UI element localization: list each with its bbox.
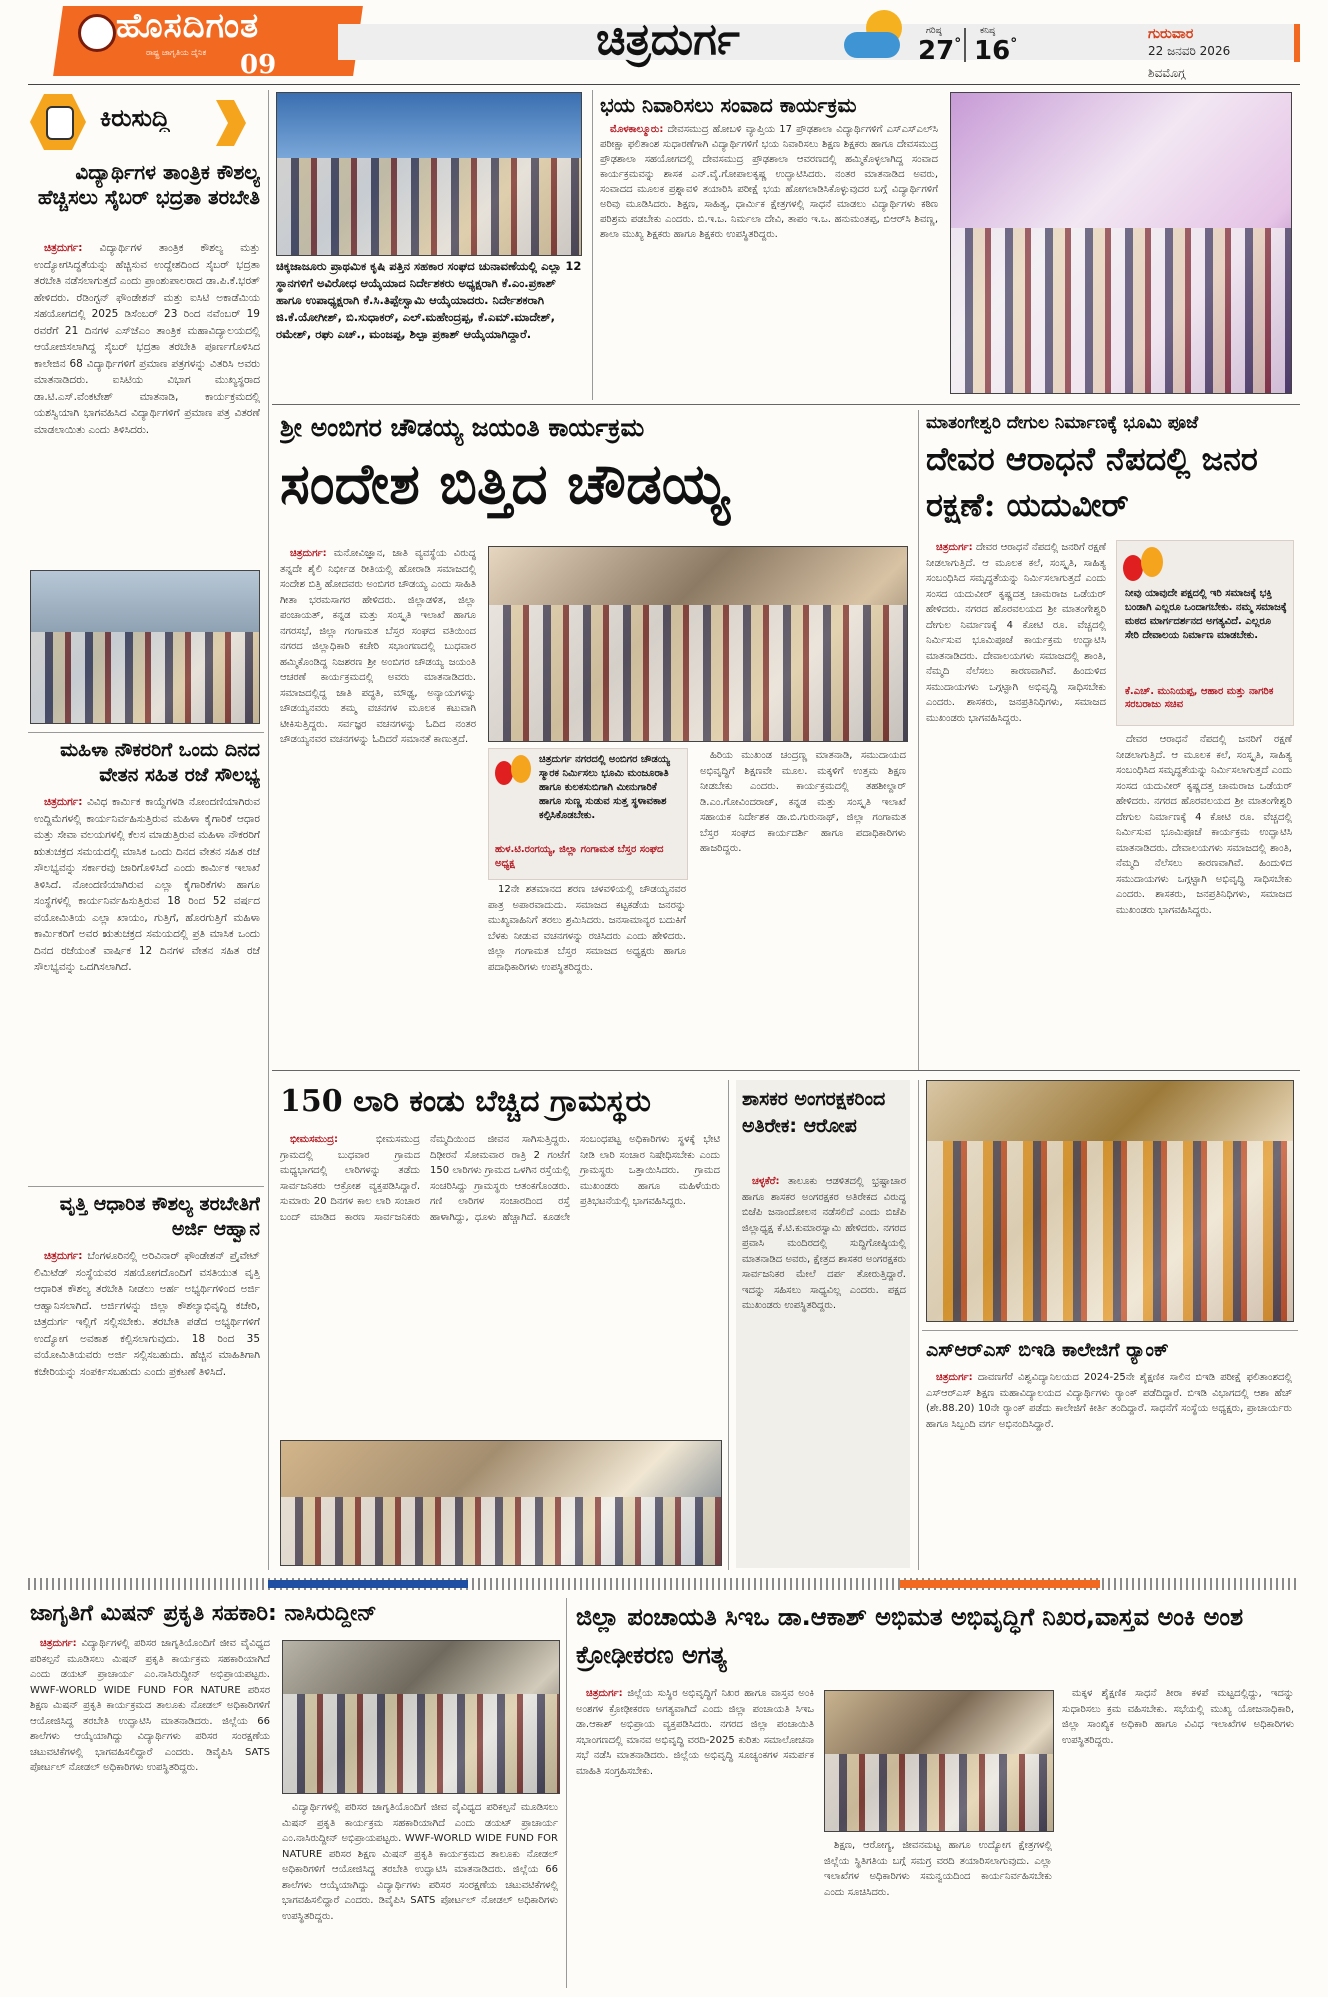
zp-body-mid: ಶಿಕ್ಷಣ, ಆರೋಗ್ಯ, ಜೀವನಮಟ್ಟ ಹಾಗೂ ಉದ್ಯೋಗ ಕ್ಷೇತ್ರಗಳಲ್ಲಿ ಜಿಲ್ಲೆಯ ಸ್ಥಿತಿಗತಿಯ ಬಗ್ಗೆ ಸಮಗ್ರ ವರದಿ ತಯಾರಿಸಲಾಗುವುದು. ಎಲ್ಲಾ ಇಲಾಖೆಗಳ ಅಧಿಕಾರಿಗಳು ಸಮನ್ವಯದಿಂದ ಕಾರ್ಯನಿರ್ವಹಿಸಬೇಕು ಎಂದು ಸೂಚಿಸಿದರು. bbox=[824, 1840, 1052, 1898]
devara-kicker: ಮಾತಂಗೇಶ್ವರಿ ದೇಗುಲ ನಿರ್ಮಾಣಕ್ಕೆ ಭೂಮಿ ಪೂಜೆ bbox=[926, 413, 1199, 433]
jagruti-body: ಚಿತ್ರದುರ್ಗ: ವಿದ್ಯಾರ್ಥಿಗಳಲ್ಲಿ ಪರಿಸರ ಜಾಗೃತಿಯೊಂದಿಗೆ ಜೀವ ವೈವಿಧ್ಯದ ಪರಿಕಲ್ಪನೆ ಮೂಡಿಸಲು ಮಿಷನ್ ಪ್ರಕೃತಿ ಕಾರ್ಯಕ್ರಮ ಸಹಕಾರಿಯಾಗಿದೆ ಎಂದು ಡಯಟ್ ಪ್ರಾಚಾರ್ಯ ಎಂ.ನಾಸಿರುದ್ದೀನ್ ಅಭಿಪ್ರಾಯಪಟ್ಟರು. WWF-WORLD WIDE FUND FOR NATURE ಪರಿಸರ ಶಿಕ್ಷಣ ಮಿಷನ್ ಪ್ರಕೃತಿ ಕಾರ್ಯಕ್ರಮದ ತಾಲೂಕು ನೋಡಲ್ ಅಧಿಕಾರಿಗಳಿಗೆ ಆಯೋಜಿಸಿದ್ದ ತರಬೇತಿ ಉದ್ಘಾಟಿಸಿ ಮಾತನಾಡಿದರು. ಜಿಲ್ಲೆಯ 66 ಶಾಲೆಗಳು ಆಯ್ಕೆಯಾಗಿದ್ದು ವಿದ್ಯಾರ್ಥಿಗಳು ಪರಿಸರ ಸಂರಕ್ಷಣೆಯ ಚಟುವಟಿಕೆಗಳಲ್ಲಿ ಭಾಗವಹಿಸಲಿದ್ದಾರೆ ಎಂದರು. ಡಿವೈಪಿಸಿ SATS ಪೋರ್ಟಲ್‌ ನೋಡಲ್ ಅಧಿಕಾರಿಗಳು ಉಪಸ್ಥಿತರಿದ್ದರು. bbox=[30, 1638, 270, 1773]
ambiga-callout-text: ಚಿತ್ರದುರ್ಗ ನಗರದಲ್ಲಿ ಅಂಬಿಗರ ಚೌಡಯ್ಯ ಸ್ಮಾರಕ ನಿರ್ಮಿಸಲು ಭೂಮಿ ಮಂಜೂರಾತಿ ಹಾಗೂ ಕುಲಕಸುಬಿಗಾಗಿ ಮೀನುಗಾರಿಕೆ ಹಾಗೂ ಸುಣ್ಣ ಸುಡುವ ಸುತ್ತ ಸ್ಥಳಾವಕಾಶ ಕಲ್ಪಿಸಿಕೊಡಬೇಕು. bbox=[539, 754, 670, 821]
devara-quote-box bbox=[1116, 540, 1294, 726]
left-rule-2 bbox=[28, 1186, 264, 1187]
col-rule-1 bbox=[268, 90, 269, 1570]
masthead-rule bbox=[28, 84, 1300, 85]
weather-divider bbox=[964, 28, 966, 62]
weather-max-label: ಗರಿಷ್ಠ bbox=[926, 26, 942, 36]
devara-body: ಚಿತ್ರದುರ್ಗ: ದೇವರ ಆರಾಧನೆ ನೆಪದಲ್ಲಿ ಜನರಿಗೆ ರಕ್ಷಣೆ ನೀಡಲಾಗುತ್ತಿದೆ. ಆ ಮೂಲಕ ಕಲೆ, ಸಂಸ್ಕೃತಿ, ಸಾಹಿತ್ಯ ಸಂಬಂಧಿಸಿದ ಸಮೃದ್ಧತೆಯನ್ನು ನಿರ್ಮಿಸಲಾಗುತ್ತದೆ ಎಂದು ಸಂಸದ ಯದುವೀರ್ ಕೃಷ್ಣದತ್ತ ಚಾಮರಾಜ ಒಡೆಯರ್ ಹೇಳಿದರು. ನಗರದ ಹೊರವಲಯದ ಶ್ರೀ ಮಾತಂಗೇಶ್ವರಿ ದೇಗುಲ ನಿರ್ಮಾಣಕ್ಕೆ 4 ಕೋಟಿ ರೂ. ವೆಚ್ಚದಲ್ಲಿ ನಿರ್ಮಿಸುವ ಭೂಮಿಪೂಜೆ ಕಾರ್ಯಕ್ರಮ ಉದ್ಘಾಟಿಸಿ ಮಾತನಾಡಿದರು. ದೇವಾಲಯಗಳು ಸಮಾಜದಲ್ಲಿ ಶಾಂತಿ, ನೆಮ್ಮದಿ ನೆಲೆಸಲು ಕಾರಣವಾಗಿವೆ. ಹಿಂದುಳಿದ ಸಮುದಾಯಗಳು ಒಗ್ಗಟ್ಟಾಗಿ ಅಭಿವೃದ್ಧಿ ಸಾಧಿಸಬೇಕು ಎಂದರು. ಶಾಸಕರು, ಜನಪ್ರತಿನಿಧಿಗಳು, ಸಮಾಜದ ಮುಖಂಡರು ಭಾಗವಹಿಸಿದ್ದರು. bbox=[926, 542, 1106, 724]
rank-body: ಚಿತ್ರದುರ್ಗ: ದಾವಣಗೆರೆ ವಿಶ್ವವಿದ್ಯಾನಿಲಯದ 2024-25ನೇ ಶೈಕ್ಷಣಿಕ ಸಾಲಿನ ಬಿಇಡಿ ಪರೀಕ್ಷೆ ಫಲಿತಾಂಶದಲ್ಲಿ ಎಸ್‌ಆರ್‌ಎಸ್ ಶಿಕ್ಷಣ ಮಹಾವಿದ್ಯಾಲಯದ ವಿದ್ಯಾರ್ಥಿಗಳು ರ್‍ಯಾಂಕ್ ಪಡೆದಿದ್ದಾರೆ. ಬಿಇಡಿ ವಿಭಾಗದಲ್ಲಿ ಆಶಾ ಹೆಚ್ (ಶೇ.88.20) 10ನೇ ರ್‍ಯಾಂಕ್ ಪಡೆದು ಕಾಲೇಜಿಗೆ ಕೀರ್ತಿ ತಂದಿದ್ದಾರೆ. ಸಾಧನೆಗೆ ಸಂಸ್ಥೆಯ ಅಧ್ಯಕ್ಷರು, ಪ್ರಾಚಾರ್ಯರು ಹಾಗೂ ಸಿಬ್ಬಂದಿ ವರ್ಗ ಅಭಿನಂದಿಸಿದ್ದಾರೆ. bbox=[926, 1372, 1292, 1430]
masthead-tagline: ರಾಷ್ಟ್ರ ಜಾಗೃತಿಯ ದೈನಿಕ bbox=[146, 48, 207, 57]
date: 22 ಜನವರಿ 2026 bbox=[1148, 44, 1231, 58]
ambiga-callout-author: ಹುಳ.ಟಿ.ರಂಗಯ್ಯ, ಜಿಲ್ಲಾ ಗಂಗಾಮತ ಬೆಸ್ತರ ಸಂಘದ ಅಧ್ಯಕ್ಷ bbox=[495, 844, 664, 869]
bottom-divider-orange bbox=[900, 1580, 1100, 1588]
mahila-body: ಚಿತ್ರದುರ್ಗ: ವಿವಿಧ ಕಾರ್ಮಿಕ ಕಾಯ್ದೆಗಳಡಿ ನೋಂದಣಿಯಾಗಿರುವ ಉದ್ದಿಮೆಗಳಲ್ಲಿ ಕಾರ್ಯನಿರ್ವಹಿಸುತ್ತಿರುವ ಮಹಿಳಾ ಕೈಗಾರಿಕೆ ಆಧಾರ ಮತ್ತು ಸೇವಾ ವಲಯಗಳಲ್ಲಿ ಕೆಲಸ ಮಾಡುತ್ತಿರುವ ಮಹಿಳಾ ನೌಕರರಿಗೆ ಋತುಚಕ್ರದ ಸಮಯದಲ್ಲಿ ಮಾಸಿಕ ಒಂದು ದಿನದ ವೇತನ ಸಹಿತ ರಜೆ ಸೌಲಭ್ಯವನ್ನು ಸರ್ಕಾರವು ಜಾರಿಗೊಳಿಸಿದೆ ಎಂದು ಕಾರ್ಮಿಕ ಇಲಾಖೆ ತಿಳಿಸಿದೆ. ನೋಂದಣಿಯಾಗಿರುವ ಎಲ್ಲಾ ಕೈಗಾರಿಕೆಗಳು ಹಾಗೂ ಸಂಸ್ಥೆಗಳಲ್ಲಿ ಕಾರ್ಯನಿರ್ವಹಿಸುತ್ತಿರುವ 18 ರಿಂದ 52 ವರ್ಷದ ವಯೋಮಿತಿಯ ಎಲ್ಲಾ ಖಾಯಂ, ಗುತ್ತಿಗೆ, ಹೊರಗುತ್ತಿಗೆ ಮಹಿಳಾ ಕಾರ್ಮಿಕರಿಗೆ ಅವರ ಋತುಚಕ್ರದ ಸಮಯದಲ್ಲಿ ಪ್ರತಿ ಮಾಸಿಕ ಒಂದು ದಿನದ ರಜೆಯಂತೆ ವಾರ್ಷಿಕ 12 ದಿನಗಳ ವೇತನ ಸಹಿತ ರಜೆ ಸೌಲಭ್ಯವನ್ನು ಒದಗಿಸಲಾಗಿದೆ. bbox=[34, 796, 260, 973]
jagruti-headline: ಜಾಗೃತಿಗೆ ಮಿಷನ್ ಪ್ರಕೃತಿ ಸಹಕಾರಿ: ನಾಸಿರುದ್ದೀನ್ bbox=[30, 1601, 377, 1626]
masthead-logo-icon bbox=[78, 14, 116, 52]
devara-quote-text: ನೀವು ಯಾವುದೇ ಪಕ್ಷದಲ್ಲಿ ಇರಿ ಸಮಾಜಕ್ಕೆ ಭಕ್ತಿ ಬಂಡಾಗಿ ಎಲ್ಲರೂ ಒಂದಾಗಬೇಕು. ನಮ್ಮ ಸಮಾಜಕ್ಕೆ ಮಠದ ಮಾರ್ಗದರ್ಶನದ ಅಗತ್ಯವಿದೆ. ಎಲ್ಲರೂ ಸೇರಿ ದೇವಾಲಯ ನಿರ್ಮಾಣ ಮಾಡಬೇಕು. bbox=[1125, 588, 1287, 641]
ambiga-callout-box bbox=[488, 748, 688, 880]
kiru-body: ಚಿತ್ರದುರ್ಗ: ವಿದ್ಯಾರ್ಥಿಗಳ ತಾಂತ್ರಿಕ ಕೌಶಲ್ಯ ಮತ್ತು ಉದ್ಯೋಗಸಿದ್ಧತೆಯನ್ನು ಹೆಚ್ಚಿಸುವ ಉದ್ದೇಶದಿಂದ ಸೈಬರ್ ಭದ್ರತಾ ತರಬೇತಿ ನಡೆಸಲಾಗುತ್ತದೆ ಎಂದು ಪ್ರಾಂಶುಪಾಲರಾದ ಡಾ.ಪಿ.ಕೆ.ಭರತ್ ಹೇಳಿದರು. ರೆಡಿಂಗ್ಟನ್ ಫೌಂಡೇಶನ್ ಮತ್ತು ಐಸಿಟಿ ಅಕಾಡೆಮಿಯ ಸಹಯೋಗದಲ್ಲಿ 2025 ಡಿಸೆಂಬರ್ 23 ರಿಂದ ನವೆಂಬರ್ 19 ರವರೆಗೆ 21 ದಿನಗಳ ಎಸ್‌ಜೆಎಂ ತಾಂತ್ರಿಕ ಮಹಾವಿದ್ಯಾಲಯದಲ್ಲಿ ಆಯೋಜಿಸಲಾಗಿದ್ದ ಸೈಬರ್ ಭದ್ರತಾ ತರಬೇತಿ ಪೂರ್ಣಗೊಳಿಸಿದ ಕಾಲೇಜಿನ 68 ವಿದ್ಯಾರ್ಥಿಗಳಿಗೆ ಪ್ರಮಾಣ ಪತ್ರಗಳನ್ನು ವಿತರಿಸಿ ಅವರು ಮಾತನಾಡಿದರು. ಐಸಿಟಿಯ ವಿಭಾಗ ಮುಖ್ಯಸ್ಥರಾದ ಡಾ.ಟಿ.ಎಸ್.ವೆಂಕಟೇಶ್ ಮಾತನಾಡಿ, ಕಾರ್ಯಕ್ರಮದಲ್ಲಿ ಯಶಸ್ವಿಯಾಗಿ ಭಾಗವಹಿಸಿದ ವಿದ್ಯಾರ್ಥಿಗಳಿಗೆ ಪ್ರಮಾಣ ಪತ್ರ ವಿತರಣೆ ಮಾಡಲಾಯಿತು ಎಂದು ತಿಳಿಸಿದರು. bbox=[34, 242, 260, 436]
jagruti-body-2: ವಿದ್ಯಾರ್ಥಿಗಳಲ್ಲಿ ಪರಿಸರ ಜಾಗೃತಿಯೊಂದಿಗೆ ಜೀವ ವೈವಿಧ್ಯದ ಪರಿಕಲ್ಪನೆ ಮೂಡಿಸಲು ಮಿಷನ್ ಪ್ರಕೃತಿ ಕಾರ್ಯಕ್ರಮ ಸಹಕಾರಿಯಾಗಿದೆ ಎಂದು ಡಯಟ್ ಪ್ರಾಚಾರ್ಯ ಎಂ.ನಾಸಿರುದ್ದೀನ್ ಅಭಿಪ್ರಾಯಪಟ್ಟರು. WWF-WORLD WIDE FUND FOR NATURE ಪರಿಸರ ಶಿಕ್ಷಣ ಮಿಷನ್ ಪ್ರಕೃತಿ ಕಾರ್ಯಕ್ರಮದ ತಾಲೂಕು ನೋಡಲ್ ಅಧಿಕಾರಿಗಳಿಗೆ ಆಯೋಜಿಸಿದ್ದ ತರಬೇತಿ ಉದ್ಘಾಟಿಸಿ ಮಾತನಾಡಿದರು. ಜಿಲ್ಲೆಯ 66 ಶಾಲೆಗಳು ಆಯ್ಕೆಯಾಗಿದ್ದು ವಿದ್ಯಾರ್ಥಿಗಳು ಪರಿಸರ ಸಂರಕ್ಷಣೆಯ ಚಟುವಟಿಕೆಗಳಲ್ಲಿ ಭಾಗವಹಿಸಲಿದ್ದಾರೆ ಎಂದರು. ಡಿವೈಪಿಸಿ SATS ಪೋರ್ಟಲ್‌ ನೋಡಲ್ ಅಧಿಕಾರಿಗಳು ಉಪಸ್ಥಿತರಿದ್ದರು. bbox=[282, 1802, 558, 1922]
edition-name: ಚಿತ್ರದುರ್ಗ bbox=[596, 14, 740, 65]
weather-min-label: ಕನಿಷ್ಠ bbox=[980, 26, 996, 36]
devara-quote-author: ಕೆ.ಎಚ್. ಮುನಿಯಪ್ಪ, ಆಹಾರ ಮತ್ತು ನಾಗರಿಕ ಸರಬರಾಜು ಸಚಿವ bbox=[1125, 686, 1274, 710]
shasakara-headline: ಶಾಸಕರ ಅಂಗರಕ್ಷಕರಿಂದ ಅತಿರೇಕ: ಆರೋಪ bbox=[742, 1088, 886, 1137]
ambiga-photo bbox=[488, 546, 908, 742]
bottom-col-rule bbox=[566, 1598, 567, 1988]
masthead-paper-name: ಹೊಸದಿಗಂತ bbox=[116, 6, 260, 46]
sahakara-photo bbox=[276, 92, 582, 256]
zp-headline: ಜಿಲ್ಲಾ ಪಂಚಾಯತಿ ಸಿಇಒ ಡಾ.ಆಕಾಶ್ ಅಭಿಮತ ಅಭಿವೃದ್ಧಿಗೆ ನಿಖರ,ವಾಸ್ತವ ಅಂಕಿ ಅಂಶ ಕ್ರೋಢೀಕರಣ ಅಗತ್ಯ bbox=[576, 1603, 1244, 1669]
left-rule-1 bbox=[28, 732, 264, 733]
jagruti-photo bbox=[282, 1640, 560, 1794]
kiru-chevron-icon bbox=[216, 100, 246, 146]
location: ಶಿವಮೊಗ್ಗ bbox=[1148, 66, 1186, 80]
kiru-headline: ವಿದ್ಯಾರ್ಥಿಗಳ ತಾಂತ್ರಿಕ ಕೌಶಲ್ಯ ಹೆಚ್ಚಿಸಲು ಸೈಬರ್ ಭದ್ರತಾ ತರಬೇತಿ bbox=[37, 160, 260, 209]
lari-body: ಭೀಮಸಮುದ್ರ: ಭೀಮಸಮುದ್ರ ಗ್ರಾಮದಲ್ಲಿ ಬುಧವಾರ ಗ್ರಾಮದ ಮಧ್ಯಭಾಗದಲ್ಲಿ ಲಾರಿಗಳನ್ನು ತಡೆದು ಸಾರ್ವಜನಿಕರು ಆಕ್ರೋಶ ವ್ಯಕ್ತಪಡಿಸಿದ್ದಾರೆ. ಸುಮಾರು 20 ದಿನಗಳ ಕಾಲ ಲಾರಿ ಸಂಚಾರ ಬಂದ್ ಮಾಡಿದ ಕಾರಣ ಸಾರ್ವಜನಿಕರು ನೆಮ್ಮದಿಯಿಂದ ಜೀವನ ಸಾಗಿಸುತ್ತಿದ್ದರು. ದಿಢೀರನೆ ಸೋಮವಾರ ರಾತ್ರಿ 2 ಗಂಟೆಗೆ 150 ಲಾರಿಗಳು ಗ್ರಾಮದ ಒಳಗಿನ ರಸ್ತೆಯಲ್ಲಿ ಸಂಚರಿಸಿದ್ದು ಗ್ರಾಮಸ್ಥರು ಆತಂಕಗೊಂಡರು. ಗಣಿ ಲಾರಿಗಳ ಸಂಚಾರದಿಂದ ರಸ್ತೆ ಹಾಳಾಗಿದ್ದು, ಧೂಳು ಹೆಚ್ಚಾಗಿದೆ. ಕೂಡಲೇ ಸಂಬಂಧಪಟ್ಟ ಅಧಿಕಾರಿಗಳು ಸ್ಥಳಕ್ಕೆ ಭೇಟಿ ನೀಡಿ ಲಾರಿ ಸಂಚಾರ ನಿಷೇಧಿಸಬೇಕು ಎಂದು ಗ್ರಾಮಸ್ಥರು ಒತ್ತಾಯಿಸಿದರು. ಗ್ರಾಮದ ಮುಖಂಡರು ಹಾಗೂ ಮಹಿಳೆಯರು ಪ್ರತಿಭಟನೆಯಲ್ಲಿ ಭಾಗವಹಿಸಿದ್ದರು. bbox=[280, 1134, 720, 1223]
rank-rule bbox=[922, 1330, 1298, 1331]
bhaya-body: ಮೊಳಕಾಲ್ಮೂರು: ದೇವಸಮುದ್ರ ಹೋಬಳಿ ವ್ಯಾಪ್ತಿಯ 17 ಪ್ರೌಢಶಾಲಾ ವಿದ್ಯಾರ್ಥಿಗಳಿಗೆ ಎಸ್‌ಎಸ್‌ಎಲ್‌ಸಿ ಪರೀಕ್ಷಾ ಫಲಿತಾಂಶ ಸುಧಾರಣೆಗಾಗಿ ವಿದ್ಯಾರ್ಥಿಗಳಿಗೆ ಭಯ ನಿವಾರಿಸಲು ಶಿಕ್ಷಣ ಶಿಕ್ಷಕರು ಹಾಗೂ ದೇವಸಮುದ್ರ ಪ್ರೌಢಶಾಲಾ ಸಹಯೋಗದಲ್ಲಿ ದೇವಸಮುದ್ರ ಪ್ರೌಢಶಾಲಾ ಆವರಣದಲ್ಲಿ ಹಮ್ಮಿಕೊಳ್ಳಲಾಗಿದ್ದ ಸಂವಾದ ಕಾರ್ಯಕ್ರಮವನ್ನು ಶಾಸಕ ಎನ್.ವೈ.ಗೋಪಾಲಕೃಷ್ಣ ಉದ್ಘಾಟಿಸಿದರು. ನಂತರ ಮಾತನಾಡಿದ ಅವರು, ಸಂವಾದದ ಮೂಲಕ ಪ್ರಶ್ನಾವಳಿ ತಯಾರಿಸಿ ಪರೀಕ್ಷೆ ಭಯ ಹೋಗಲಾಡಿಸಿಕೊಳ್ಳುವುದರ ಬಗ್ಗೆ ವಿದ್ಯಾರ್ಥಿಗಳಿಗೆ ಅರಿವು ಮೂಡಿಸಿದರು. ಶಿಕ್ಷಣ, ಸಾಹಿತ್ಯ, ಧಾರ್ಮಿಕ ಕ್ಷೇತ್ರಗಳಲ್ಲಿ ಸಾಧನೆ ಮಾಡಲು ವಿದ್ಯಾರ್ಥಿಗಳು ಕಠಿಣ ಪರಿಶ್ರಮ ಪಡಬೇಕು ಎಂದರು. ಬಿ.ಇ.ಒ. ನಿರ್ಮಲಾ ದೇವಿ, ತಾಪಂ ಇ.ಒ. ಹನುಮಂತಪ್ಪ, ಬಿಆರ್‌ಸಿ ಶಿವಣ್ಣ, ಶಾಲಾ ಮುಖ್ಯ ಶಿಕ್ಷಕರು ಹಾಗೂ ಶಿಕ್ಷಕರು ಉಪಸ್ಥಿತರಿದ್ದರು. bbox=[600, 124, 938, 240]
top-rule bbox=[272, 404, 1300, 405]
kiru-label: ಕಿರುಸುದ್ದಿ bbox=[100, 104, 170, 132]
mahila-headline: ಮಹಿಳಾ ನೌಕರರಿಗೆ ಒಂದು ದಿನದ ವೇತನ ಸಹಿತ ರಜೆ ಸೌಲಭ್ಯ bbox=[60, 739, 260, 786]
devara-headline: ದೇವರ ಆರಾಧನೆ ನೆಪದಲ್ಲಿ ಜನರ ರಕ್ಷಣೆ: ಯದುವೀರ್ bbox=[926, 440, 1258, 524]
zp-body-left: ಚಿತ್ರದುರ್ಗ: ಜಿಲ್ಲೆಯ ಸುಸ್ಥಿರ ಅಭಿವೃದ್ಧಿಗೆ ನಿಖರ ಹಾಗೂ ವಾಸ್ತವ ಅಂಕಿ ಅಂಶಗಳ ಕ್ರೋಢೀಕರಣ ಅಗತ್ಯವಾಗಿದೆ ಎಂದು ಜಿಲ್ಲಾ ಪಂಚಾಯತಿ ಸಿಇಒ ಡಾ.ಆಕಾಶ್ ಅಭಿಪ್ರಾಯ ವ್ಯಕ್ತಪಡಿಸಿದರು. ನಗರದ ಜಿಲ್ಲಾ ಪಂಚಾಯಿತಿ ಸಭಾಂಗಣದಲ್ಲಿ ಮಾನವ ಅಭಿವೃದ್ಧಿ ವರದಿ-2025 ಕುರಿತು ಸಮಾಲೋಚನಾ ಸಭೆ ನಡೆಸಿ ಮಾತನಾಡಿದರು. ಜಿಲ್ಲೆಯ ಅಭಿವೃದ್ಧಿ ಸೂಚ್ಯಂಕಗಳ ಸಮರ್ಪಕ ಮಾಹಿತಿ ಸಂಗ್ರಹಿಸಬೇಕು. bbox=[576, 1688, 814, 1777]
weather-max: 27° bbox=[918, 36, 962, 66]
kiru-photo bbox=[30, 570, 260, 724]
vritti-body: ಚಿತ್ರದುರ್ಗ: ಬೆಂಗಳೂರಿನಲ್ಲಿ ಅರಿವಿನಾರ್ ಫೌಂಡೇಶನ್ ಪ್ರೈವೇಟ್ ಲಿಮಿಟೆಡ್ ಸಂಸ್ಥೆಯವರ ಸಹಯೋಗದೊಂದಿಗೆ ವಸತಿಯುತ ವೃತ್ತಿ ಆಧಾರಿತ ಕೌಶಲ್ಯ ತರಬೇತಿ ನೀಡಲು ಅರ್ಹ ಅಭ್ಯರ್ಥಿಗಳಿಂದ ಅರ್ಜಿ ಆಹ್ವಾನಿಸಲಾಗಿದೆ. ಅರ್ಜಿಗಳನ್ನು ಜಿಲ್ಲಾ ಕೌಶಲ್ಯಾಭಿವೃದ್ಧಿ ಕಚೇರಿ, ಚಿತ್ರದುರ್ಗ ಇಲ್ಲಿಗೆ ಸಲ್ಲಿಸಬೇಕು. ತರಬೇತಿ ಪಡೆದ ಅಭ್ಯರ್ಥಿಗಳಿಗೆ ಉದ್ಯೋಗ ಅವಕಾಶ ಕಲ್ಪಿಸಲಾಗುವುದು. 18 ರಿಂದ 35 ವಯೋಮಿತಿಯವರು ಅರ್ಜಿ ಸಲ್ಲಿಸಬಹುದು. ಹೆಚ್ಚಿನ ಮಾಹಿತಿಗಾಗಿ ಕಚೇರಿಯನ್ನು ಸಂಪರ್ಕಿಸಬಹುದು ಎಂದು ಪ್ರಕಟಣೆ ತಿಳಿಸಿದೆ. bbox=[34, 1250, 260, 1378]
zp-photo bbox=[824, 1690, 1054, 1832]
kiru-hand-icon bbox=[46, 106, 74, 140]
col-rule-4 bbox=[728, 1080, 729, 1570]
masthead bbox=[28, 0, 1300, 82]
col-rule-3 bbox=[918, 410, 919, 1070]
lari-photo bbox=[280, 1440, 722, 1566]
quote-icon bbox=[1123, 547, 1167, 585]
weekday: ಗುರುವಾರ bbox=[1148, 26, 1194, 42]
quote-icon bbox=[495, 755, 535, 789]
lari-headline: 150 ಲಾರಿ ಕಂಡು ಬೆಚ್ಚಿದ ಗ್ರಾಮಸ್ಥರು bbox=[280, 1084, 651, 1119]
vritti-headline: ವೃತ್ತಿ ಆಧಾರಿತ ಕೌಶಲ್ಯ ತರಬೇತಿಗೆ ಅರ್ಜಿ ಆಹ್ವಾನ bbox=[59, 1193, 260, 1240]
shasakara-body: ಚಳ್ಳಕೆರೆ: ತಾಲೂಕು ಆಡಳಿತದಲ್ಲಿ ಭ್ರಷ್ಟಾಚಾರ ಹಾಗೂ ಶಾಸಕರ ಅಂಗರಕ್ಷಕರ ಅತಿರೇಕದ ವಿರುದ್ಧ ಬಿಜೆಪಿ ಜನಾಂದೋಲನ ನಡೆಸಲಿದೆ ಎಂದು ಬಿಜೆಪಿ ಜಿಲ್ಲಾಧ್ಯಕ್ಷ ಕೆ.ಟಿ.ಕುಮಾರಸ್ವಾಮಿ ಹೇಳಿದರು. ನಗರದ ಪ್ರವಾಸಿ ಮಂದಿರದಲ್ಲಿ ಸುದ್ದಿಗೋಷ್ಠಿಯಲ್ಲಿ ಮಾತನಾಡಿದ ಅವರು, ಕ್ಷೇತ್ರದ ಶಾಸಕರ ಅಂಗರಕ್ಷಕರು ಸಾರ್ವಜನಿಕರ ಮೇಲೆ ದರ್ಪ ತೋರುತ್ತಿದ್ದಾರೆ. ಇದನ್ನು ಸಹಿಸಲು ಸಾಧ್ಯವಿಲ್ಲ ಎಂದರು. ಪಕ್ಷದ ಮುಖಂಡರು ಉಪಸ್ಥಿತರಿದ್ದರು. bbox=[742, 1176, 906, 1311]
devara-photo bbox=[926, 1080, 1294, 1322]
col-rule-2 bbox=[592, 90, 593, 400]
ambiga-headline: ಸಂದೇಶ ಬಿತ್ತಿದ ಚೌಡಯ್ಯ bbox=[280, 451, 730, 517]
weather-min: 16° bbox=[974, 36, 1018, 66]
masthead-page-number: 09 bbox=[240, 50, 277, 80]
kiru-badge bbox=[30, 92, 250, 152]
ambiga-kicker: ಶ್ರೀ ಅಂಬಿಗರ ಚೌಡಯ್ಯ ಜಯಂತಿ ಕಾರ್ಯಕ್ರಮ bbox=[280, 413, 645, 442]
devara-body-2: ದೇವರ ಆರಾಧನೆ ನೆಪದಲ್ಲಿ ಜನರಿಗೆ ರಕ್ಷಣೆ ನೀಡಲಾಗುತ್ತಿದೆ. ಆ ಮೂಲಕ ಕಲೆ, ಸಂಸ್ಕೃತಿ, ಸಾಹಿತ್ಯ ಸಂಬಂಧಿಸಿದ ಸಮೃದ್ಧತೆಯನ್ನು ನಿರ್ಮಿಸಲಾಗುತ್ತದೆ ಎಂದು ಸಂಸದ ಯದುವೀರ್ ಕೃಷ್ಣದತ್ತ ಚಾಮರಾಜ ಒಡೆಯರ್ ಹೇಳಿದರು. ನಗರದ ಹೊರವಲಯದ ಶ್ರೀ ಮಾತಂಗೇಶ್ವರಿ ದೇಗುಲ ನಿರ್ಮಾಣಕ್ಕೆ 4 ಕೋಟಿ ರೂ. ವೆಚ್ಚದಲ್ಲಿ ನಿರ್ಮಿಸುವ ಭೂಮಿಪೂಜೆ ಕಾರ್ಯಕ್ರಮ ಉದ್ಘಾಟಿಸಿ ಮಾತನಾಡಿದರು. ದೇವಾಲಯಗಳು ಸಮಾಜದಲ್ಲಿ ಶಾಂತಿ, ನೆಮ್ಮದಿ ನೆಲೆಸಲು ಕಾರಣವಾಗಿವೆ. ಹಿಂದುಳಿದ ಸಮುದಾಯಗಳು ಒಗ್ಗಟ್ಟಾಗಿ ಅಭಿವೃದ್ಧಿ ಸಾಧಿಸಬೇಕು ಎಂದರು. ಶಾಸಕರು, ಜನಪ್ರತಿನಿಧಿಗಳು, ಸಮಾಜದ ಮುಖಂಡರು ಭಾಗವಹಿಸಿದ್ದರು. bbox=[1116, 734, 1292, 916]
ambiga-body-right: ಹಿರಿಯ ಮುಖಂಡ ಚಂದ್ರಣ್ಣ ಮಾತನಾಡಿ, ಸಮುದಾಯದ ಅಭಿವೃದ್ಧಿಗೆ ಶಿಕ್ಷಣವೇ ಮೂಲ. ಮಕ್ಕಳಿಗೆ ಉತ್ತಮ ಶಿಕ್ಷಣ ನೀಡಬೇಕು ಎಂದರು. ಕಾರ್ಯಕ್ರಮದಲ್ಲಿ ತಹಶೀಲ್ದಾರ್ ಡಿ.ಎಂ.ಗೋವಿಂದರಾಜ್, ಕನ್ನಡ ಮತ್ತು ಸಂಸ್ಕೃತಿ ಇಲಾಖೆ ಸಹಾಯಕ ನಿರ್ದೇಶಕ ಡಾ.ಬಿ.ಗುರುನಾಥ್, ಜಿಲ್ಲಾ ಗಂಗಾಮತ ಬೆಸ್ತರ ಸಂಘದ ಕಾರ್ಯದರ್ಶಿ ಹಾಗೂ ಪದಾಧಿಕಾರಿಗಳು ಹಾಜರಿದ್ದರು. bbox=[700, 750, 906, 854]
col-rule-5 bbox=[918, 1080, 919, 1570]
bhaya-photo bbox=[950, 92, 1292, 394]
mid-rule bbox=[272, 1070, 1300, 1071]
ambiga-body-left: ಚಿತ್ರದುರ್ಗ: ಮನೋವಿಜ್ಞಾನ, ಜಾತಿ ವ್ಯವಸ್ಥೆಯ ವಿರುದ್ಧ ತನ್ನದೇ ಶೈಲಿ ನಿರ್ಭೀಡ ರೀತಿಯಲ್ಲಿ ಹೋರಾಡಿ ಸಮಾಜದಲ್ಲಿ ಸಂದೇಶ ಬಿತ್ತಿ ಹೋದವರು ಅಂಬಿಗರ ಚೌಡಯ್ಯ ಎಂದು ಸಾಹಿತಿ ಗೀತಾ ಭರಮಸಾಗರ ಹೇಳಿದರು. ಜಿಲ್ಲಾಡಳಿತ, ಜಿಲ್ಲಾ ಪಂಚಾಯತ್, ಕನ್ನಡ ಮತ್ತು ಸಂಸ್ಕೃತಿ ಇಲಾಖೆ ಹಾಗೂ ನಗರಸಭೆ, ಜಿಲ್ಲಾ ಗಂಗಾಮತ ಬೆಸ್ತರ ಸಂಘದ ವತಿಯಿಂದ ನಗರದ ಜಿಲ್ಲಾಧಿಕಾರಿ ಕಚೇರಿ ಸಭಾಂಗಣದಲ್ಲಿ ಬುಧವಾರ ಹಮ್ಮಿಕೊಂಡಿದ್ದ ನಿಜಶರಣ ಶ್ರೀ ಅಂಬಿಗರ ಚೌಡಯ್ಯ ಜಯಂತಿ ಆಚರಣೆ ಕಾರ್ಯಕ್ರಮದಲ್ಲಿ ಅವರು ಮಾತನಾಡಿದರು. ಸಮಾಜದಲ್ಲಿದ್ದ ಜಾತಿ ಪದ್ಧತಿ, ಮೌಢ್ಯ, ಅನ್ಯಾಯಗಳನ್ನು ಚೌಡಯ್ಯನವರು ತಮ್ಮ ವಚನಗಳ ಮೂಲಕ ಕಟುವಾಗಿ ಟೀಕಿಸುತ್ತಿದ್ದರು. ಸರ್ವಜ್ಞರ ವಚನಗಳನ್ನು ಓದಿದ ನಂತರ ಚೌಡಯ್ಯನವರ ವಚನಗಳನ್ನು ಓದಿದರೆ ಸಮಾನತೆ ಕಾಣುತ್ತದೆ. bbox=[280, 548, 476, 745]
sahakara-caption: ಚಿಕ್ಕಜಾಜೂರು ಪ್ರಾಥಮಿಕ ಕೃಷಿ ಪತ್ತಿನ ಸಹಕಾರ ಸಂಘದ ಚುನಾವಣೆಯಲ್ಲಿ ಎಲ್ಲಾ 12 ಸ್ಥಾನಗಳಿಗೆ ಅವಿರೋಧ ಆಯ್ಕೆಯಾದ ನಿರ್ದೇಶಕರು ಅಧ್ಯಕ್ಷರಾಗಿ ಕೆ.ಎಂ.ಪ್ರಕಾಶ್ ಹಾಗೂ ಉಪಾಧ್ಯಕ್ಷರಾಗಿ ಕೆ.ಸಿ.ತಿಪ್ಪೇಸ್ವಾಮಿ ಆಯ್ಕೆಯಾದರು. ನಿರ್ದೇಶಕರಾಗಿ ಜಿ.ಕೆ.ಯೋಗೀಶ್, ಬಿ.ಸುಧಾಕರ್, ಎಲ್.ಮಹೇಂದ್ರಪ್ಪ, ಕೆ.ಎಮ್.ಮಾದೇಶ್, ರಮೇಶ್, ರಘು ಎಚ್., ಮಂಜಪ್ಪ, ಶಿಲ್ಪಾ ಪ್ರಕಾಶ್ ಆಯ್ಕೆಯಾಗಿದ್ದಾರೆ. bbox=[276, 259, 582, 341]
bottom-divider bbox=[28, 1578, 1300, 1590]
zp-body-right: ಮಕ್ಕಳ ಶೈಕ್ಷಣಿಕ ಸಾಧನೆ ತೀರಾ ಕಳಪೆ ಮಟ್ಟದಲ್ಲಿದ್ದು, ಇದನ್ನು ಸುಧಾರಿಸಲು ಕ್ರಮ ವಹಿಸಬೇಕು. ಸಭೆಯಲ್ಲಿ ಮುಖ್ಯ ಯೋಜನಾಧಿಕಾರಿ, ಜಿಲ್ಲಾ ಸಾಂಖ್ಯಿಕ ಅಧಿಕಾರಿ ಹಾಗೂ ವಿವಿಧ ಇಲಾಖೆಗಳ ಅಧಿಕಾರಿಗಳು ಉಪಸ್ಥಿತರಿದ್ದರು. bbox=[1062, 1688, 1294, 1746]
masthead-accent-bar bbox=[1294, 24, 1300, 62]
bottom-divider-blue bbox=[268, 1580, 468, 1588]
ambiga-body-mid: 12ನೇ ಶತಮಾನದ ಶರಣ ಚಳವಳಿಯಲ್ಲಿ ಚೌಡಯ್ಯನವರ ಪಾತ್ರ ಅಪಾರವಾದುದು. ಸಮಾಜದ ಕಟ್ಟಕಡೆಯ ಜನರನ್ನು ಮುಖ್ಯವಾಹಿನಿಗೆ ತರಲು ಶ್ರಮಿಸಿದರು. ಜನಸಾಮಾನ್ಯರ ಬದುಕಿಗೆ ಬೆಳಕು ನೀಡುವ ವಚನಗಳನ್ನು ರಚಿಸಿದರು ಎಂದು ಹೇಳಿದರು. ಜಿಲ್ಲಾ ಗಂಗಾಮತ ಬೆಸ್ತರ ಸಮಾಜದ ಅಧ್ಯಕ್ಷರು ಹಾಗೂ ಪದಾಧಿಕಾರಿಗಳು ಉಪಸ್ಥಿತರಿದ್ದರು. bbox=[488, 884, 686, 973]
sun-cloud-icon bbox=[844, 10, 910, 62]
rank-headline: ಎಸ್‌ಆರ್‌ಎಸ್ ಬಿಇಡಿ ಕಾಲೇಜಿಗೆ ರ್‍ಯಾಂಕ್ bbox=[926, 1339, 1169, 1361]
bhaya-headline: ಭಯ ನಿವಾರಿಸಲು ಸಂವಾದ ಕಾರ್ಯಕ್ರಮ bbox=[600, 93, 857, 117]
